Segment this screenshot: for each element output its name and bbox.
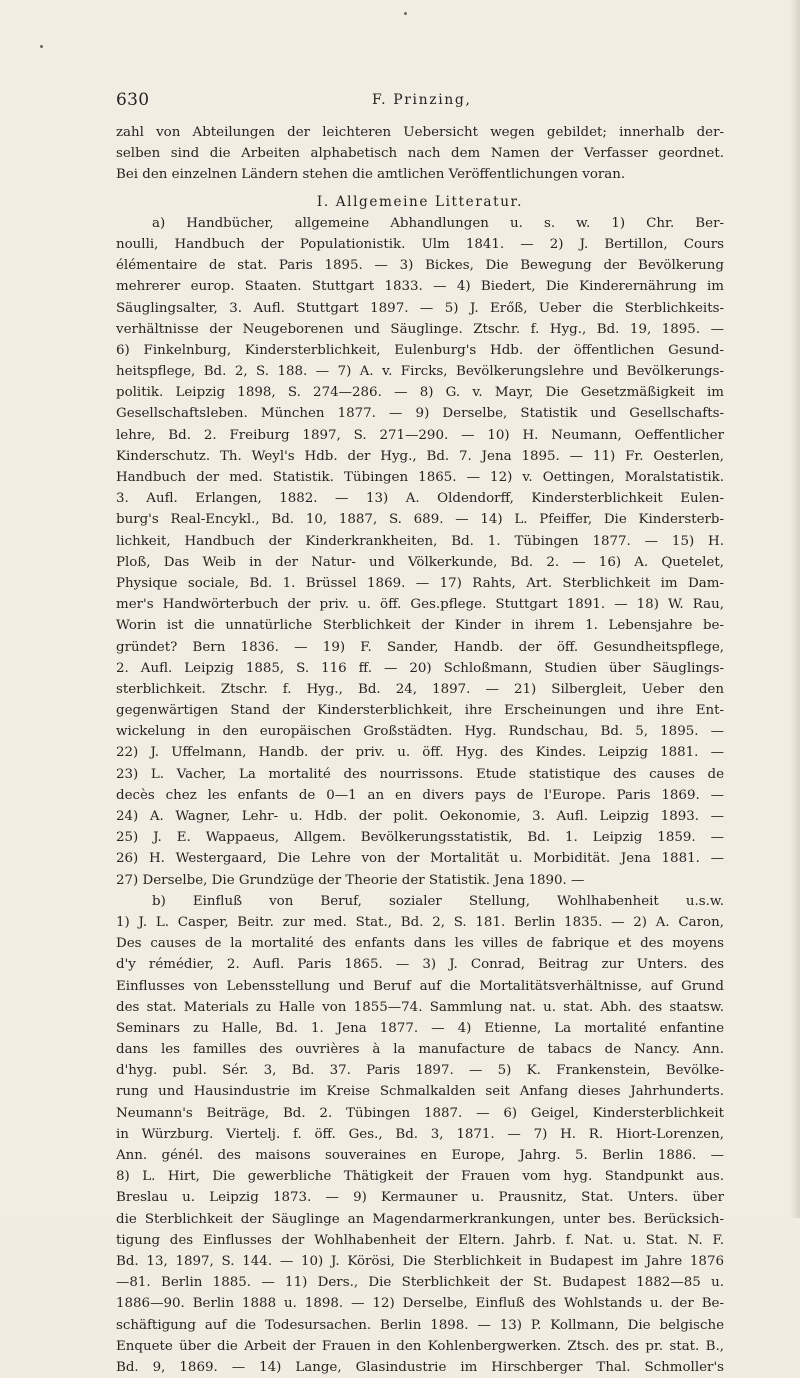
page-header (116, 90, 696, 114)
text-line: d'y rémédier, 2. Aufl. Paris 1865. — 3) J. Conrad, Beitrag zur Unters. des (116, 957, 724, 973)
text-line: Säuglingsalter, 3. Aufl. Stuttgart 1897. — 5) J. Erőß, Ueber die Sterblichkeits- (116, 300, 724, 316)
text-line: 25) J. E. Wappaeus, Allgem. Bevölkerungsstatistik, Bd. 1. Leipzig 1859. — (116, 830, 724, 846)
text-line: decès chez les enfants de 0—1 an en divers pays de l'Europe. Paris 1869. — (116, 787, 724, 803)
text-line: 6) Finkelnburg, Kindersterblichkeit, Eulenburg's Hdb. der öffentlichen Gesund- (116, 342, 724, 358)
speck-mark (404, 12, 407, 15)
text-line: 8) L. Hirt, Die gewerbliche Thätigkeit der Frauen vom hyg. Standpunkt aus. (116, 1169, 724, 1185)
text-line: Neumann's Beiträge, Bd. 2. Tübingen 1887. — 6) Geigel, Kindersterblichkeit (116, 1105, 724, 1121)
text-line: Handbuch der med. Statistik. Tübingen 1865. — 12) v. Oettingen, Moralstatistik. (116, 470, 724, 485)
text-line: Enquete über die Arbeit der Frauen in den Kohlenbergwerken. Ztsch. des pr. stat. B., (116, 1338, 724, 1354)
text-line: d'hyg. publ. Sér. 3, Bd. 37. Paris 1897. — 5) K. Frankenstein, Bevölke- (116, 1063, 724, 1079)
text-line: 22) J. Uffelmann, Handb. der priv. u. öff. Hyg. des Kindes. Leipzig 1881. — (116, 745, 724, 761)
text-line: —81. Berlin 1885. — 11) Ders., Die Sterblichkeit der St. Budapest 1882—85 u. (116, 1275, 724, 1291)
subsection-heading: b) Einfluß von Beruf, sozialer Stellung, Wohlhabenheit u.s.w. (152, 893, 724, 909)
text-line: Seminars zu Halle, Bd. 1. Jena 1877. — 4) Etienne, La mortalité enfantine (116, 1020, 724, 1036)
text-line: Breslau u. Leipzig 1873. — 9) Kermauner u. Prausnitz, Stat. Unters. über (116, 1190, 724, 1206)
text-line: schäftigung auf die Todesursachen. Berlin 1898. — 13) P. Kollmann, Die belgische (116, 1317, 724, 1333)
text-line: in Würzburg. Viertelj. f. öff. Ges., Bd. 3, 1871. — 7) H. R. Hiort-Lorenzen, (116, 1126, 724, 1142)
text-line: Ann. génél. des maisons souveraines en Europe, Jahrg. 5. Berlin 1886. — (116, 1148, 724, 1163)
text-line: Bei den einzelnen Ländern stehen die amtlichen Veröffentlichungen voran. (116, 167, 626, 183)
text-line: Des causes de la mortalité des enfants dans les villes de fabrique et des moyens (116, 936, 724, 952)
text-line: 24) A. Wagner, Lehr- u. Hdb. der polit. Oekonomie, 3. Aufl. Leipzig 1893. — (116, 809, 724, 824)
text-line: Einflusses von Lebensstellung und Beruf auf die Mortalitätsverhältnisse, auf Grund (116, 978, 724, 994)
text-line: Ploß, Das Weib in der Natur- und Völkerkunde, Bd. 2. — 16) A. Quetelet, (116, 554, 724, 570)
text-line: Worin ist die unnatürliche Sterblichkeit der Kinder in ihrem 1. Lebensjahre be- (116, 618, 724, 634)
text-line: politik. Leipzig 1898, S. 274—286. — 8) G. v. Mayr, Die Gesetzmäßigkeit im (116, 385, 724, 401)
running-head: F. Prinzing, (372, 92, 472, 108)
subsection-heading: a) Handbücher, allgemeine Abhandlungen u. s. w. 1) Chr. Ber- (152, 215, 724, 231)
text-line: sterblichkeit. Ztschr. f. Hyg., Bd. 24, 1897. — 21) Silbergleit, Ueber den (116, 681, 724, 697)
text-line: élémentaire de stat. Paris 1895. — 3) Bickes, Die Bewegung der Bevölkerung (116, 258, 724, 274)
speck-mark (40, 45, 43, 48)
page-edge-shadow (790, 0, 800, 1218)
text-line: wickelung in den europäischen Großstädten. Hyg. Rundschau, Bd. 5, 1895. — (116, 724, 724, 740)
text-line: 3. Aufl. Erlangen, 1882. — 13) A. Oldendorff, Kindersterblichkeit Eulen- (116, 491, 724, 507)
text-line: Physique sociale, Bd. 1. Brüssel 1869. — 17) Rahts, Art. Sterblichkeit im Dam- (116, 575, 724, 591)
text-line: Bd. 9, 1869. — 14) Lange, Glasindustrie im Hirschberger Thal. Schmoller's (116, 1359, 724, 1375)
text-line: 1) J. L. Casper, Beitr. zur med. Stat., Bd. 2, S. 181. Berlin 1835. — 2) A. Caron, (116, 914, 724, 930)
text-line: Kinderschutz. Th. Weyl's Hdb. der Hyg., Bd. 7. Jena 1895. — 11) Fr. Oesterlen, (116, 448, 724, 464)
text-line: tigung des Einflusses der Wohlhabenheit der Eltern. Jahrb. f. Nat. u. Stat. N. F. (116, 1232, 724, 1248)
text-line: noulli, Handbuch der Populationistik. Ulm 1841. — 2) J. Bertillon, Cours (116, 236, 724, 252)
text-line: mer's Handwörterbuch der priv. u. öff. Ges.pflege. Stuttgart 1891. — 18) W. Rau, (116, 597, 724, 613)
text-line: 1886—90. Berlin 1888 u. 1898. — 12) Derselbe, Einfluß des Wohlstands u. der Be- (116, 1296, 724, 1312)
text-line: selben sind die Arbeiten alphabetisch nach dem Namen der Verfasser geordnet. (116, 146, 724, 162)
page-number: 630 (116, 90, 150, 110)
text-line: lichkeit, Handbuch der Kinderkrankheiten, Bd. 1. Tübingen 1877. — 15) H. (116, 533, 724, 549)
text-line: Bd. 13, 1897, S. 144. — 10) J. Körösi, Die Sterblichkeit in Budapest im Jahre 1876 (116, 1253, 724, 1269)
text-line: gründet? Bern 1836. — 19) F. Sander, Handb. der öff. Gesundheitspflege, (116, 639, 724, 655)
text-line: 26) H. Westergaard, Die Lehre von der Mortalität u. Morbidität. Jena 1881. — (116, 851, 724, 867)
text-line: heitspflege, Bd. 2, S. 188. — 7) A. v. Fircks, Bevölkerungslehre und Bevölkerungs- (116, 364, 724, 380)
body-text (116, 122, 724, 1378)
text-line: mehrerer europ. Staaten. Stuttgart 1833. — 4) Biedert, Die Kinderernährung im (116, 279, 724, 295)
text-line: 27) Derselbe, Die Grundzüge der Theorie der Statistik. Jena 1890. — (116, 872, 585, 888)
text-line: 23) L. Vacher, La mortalité des nourrissons. Etude statistique des causes de (116, 766, 724, 782)
text-line: die Sterblichkeit der Säuglinge an Magendarmerkrankungen, unter bes. Berücksich- (116, 1211, 724, 1227)
text-line: dans les familles des ouvrières à la manufacture de tabacs de Nancy. Ann. (116, 1042, 724, 1058)
section-heading: I. Allgemeine Litteratur. (316, 193, 524, 210)
text-line: 2. Aufl. Leipzig 1885, S. 116 ff. — 20) Schloßmann, Studien über Säuglings- (116, 660, 724, 676)
text-line: verhältnisse der Neugeborenen und Säuglinge. Ztschr. f. Hyg., Bd. 19, 1895. — (116, 321, 724, 337)
text-line: Gesellschaftsleben. München 1877. — 9) Derselbe, Statistik und Gesellschafts- (116, 406, 724, 422)
text-line: zahl von Abteilungen der leichteren Uebersicht wegen gebildet; innerhalb der- (116, 125, 724, 140)
text-line: burg's Real-Encykl., Bd. 10, 1887, S. 689. — 14) L. Pfeiffer, Die Kindersterb- (116, 512, 724, 528)
text-line: rung und Hausindustrie im Kreise Schmalkalden seit Anfang dieses Jahrhunderts. (116, 1084, 724, 1100)
text-line: lehre, Bd. 2. Freiburg 1897, S. 271—290. — 10) H. Neumann, Oeffentlicher (116, 427, 724, 443)
text-line: gegenwärtigen Stand der Kindersterblichkeit, ihre Erscheinungen und ihre Ent- (116, 703, 724, 719)
text-line: des stat. Materials zu Halle von 1855—74. Sammlung nat. u. stat. Abh. des staatsw. (116, 999, 724, 1015)
